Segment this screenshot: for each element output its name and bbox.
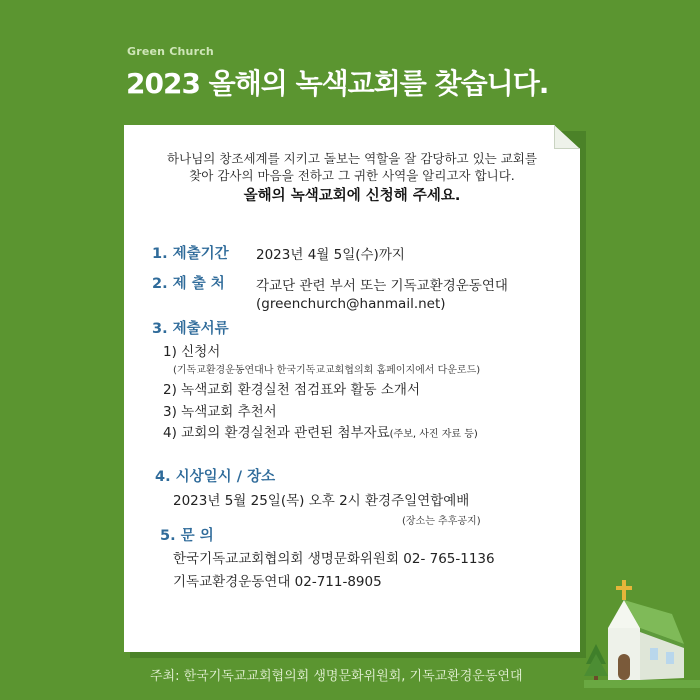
docs-item-4-text: 4) 교회의 환경실천과 관련된 첨부자료 (163, 425, 390, 441)
docs-item-1-note: (기독교환경운동연대나 한국기독교교회협의회 홈페이지에서 다운로드) (173, 365, 481, 376)
fold-line (554, 148, 580, 149)
section-place-text-2: (greenchurch@hanmail.net) (256, 296, 446, 312)
docs-item-1: 1) 신청서 (163, 344, 221, 360)
section-ceremony-heading: 4. 시상일시 / 장소 (155, 469, 276, 485)
intro-line-2: 찾아 감사의 마음을 전하고 그 귀한 사역을 알리고자 합니다. (189, 168, 515, 183)
section-contact-heading: 5. 문 의 (160, 528, 214, 544)
intro-line-1: 하나님의 창조세계를 지키고 돌보는 역할을 잘 감당하고 있는 교회를 (167, 151, 537, 166)
section-period-text: 2023년 4월 5일(수)까지 (256, 247, 405, 263)
intro-line-3: 올해의 녹색교회에 신청해 주세요. (243, 188, 461, 204)
brand-label: Green Church (127, 45, 214, 58)
section-docs-heading: 3. 제출서류 (152, 321, 229, 337)
fold-line (554, 125, 555, 149)
contact-line-2: 기독교환경운동연대 02-711-8905 (173, 574, 382, 590)
ceremony-note: (장소는 추후공지) (402, 516, 481, 527)
docs-item-4 (163, 421, 478, 441)
docs-item-3: 3) 녹색교회 추천서 (163, 404, 277, 420)
section-place-heading: 2. 제 출 처 (152, 276, 225, 292)
contact-line-1: 한국기독교교회협의회 생명문화위원회 02- 765-1136 (173, 551, 495, 567)
section-place-text-1: 각교단 관련 부서 또는 기독교환경운동연대 (256, 278, 508, 294)
page-title: 2023 올해의 녹색교회를 찾습니다. (126, 67, 549, 100)
footer-organizers: 주최: 한국기독교교회협의회 생명문화위원회, 기독교환경운동연대 (150, 669, 523, 684)
ceremony-text: 2023년 5월 25일(목) 오후 2시 환경주일연합예배 (173, 493, 470, 509)
docs-item-2: 2) 녹색교회 환경실천 점검표와 활동 소개서 (163, 382, 421, 398)
docs-item-4-note: (주보, 사진 자료 등) (389, 429, 478, 440)
section-period-heading: 1. 제출기간 (152, 246, 229, 262)
church-icon (584, 578, 700, 688)
